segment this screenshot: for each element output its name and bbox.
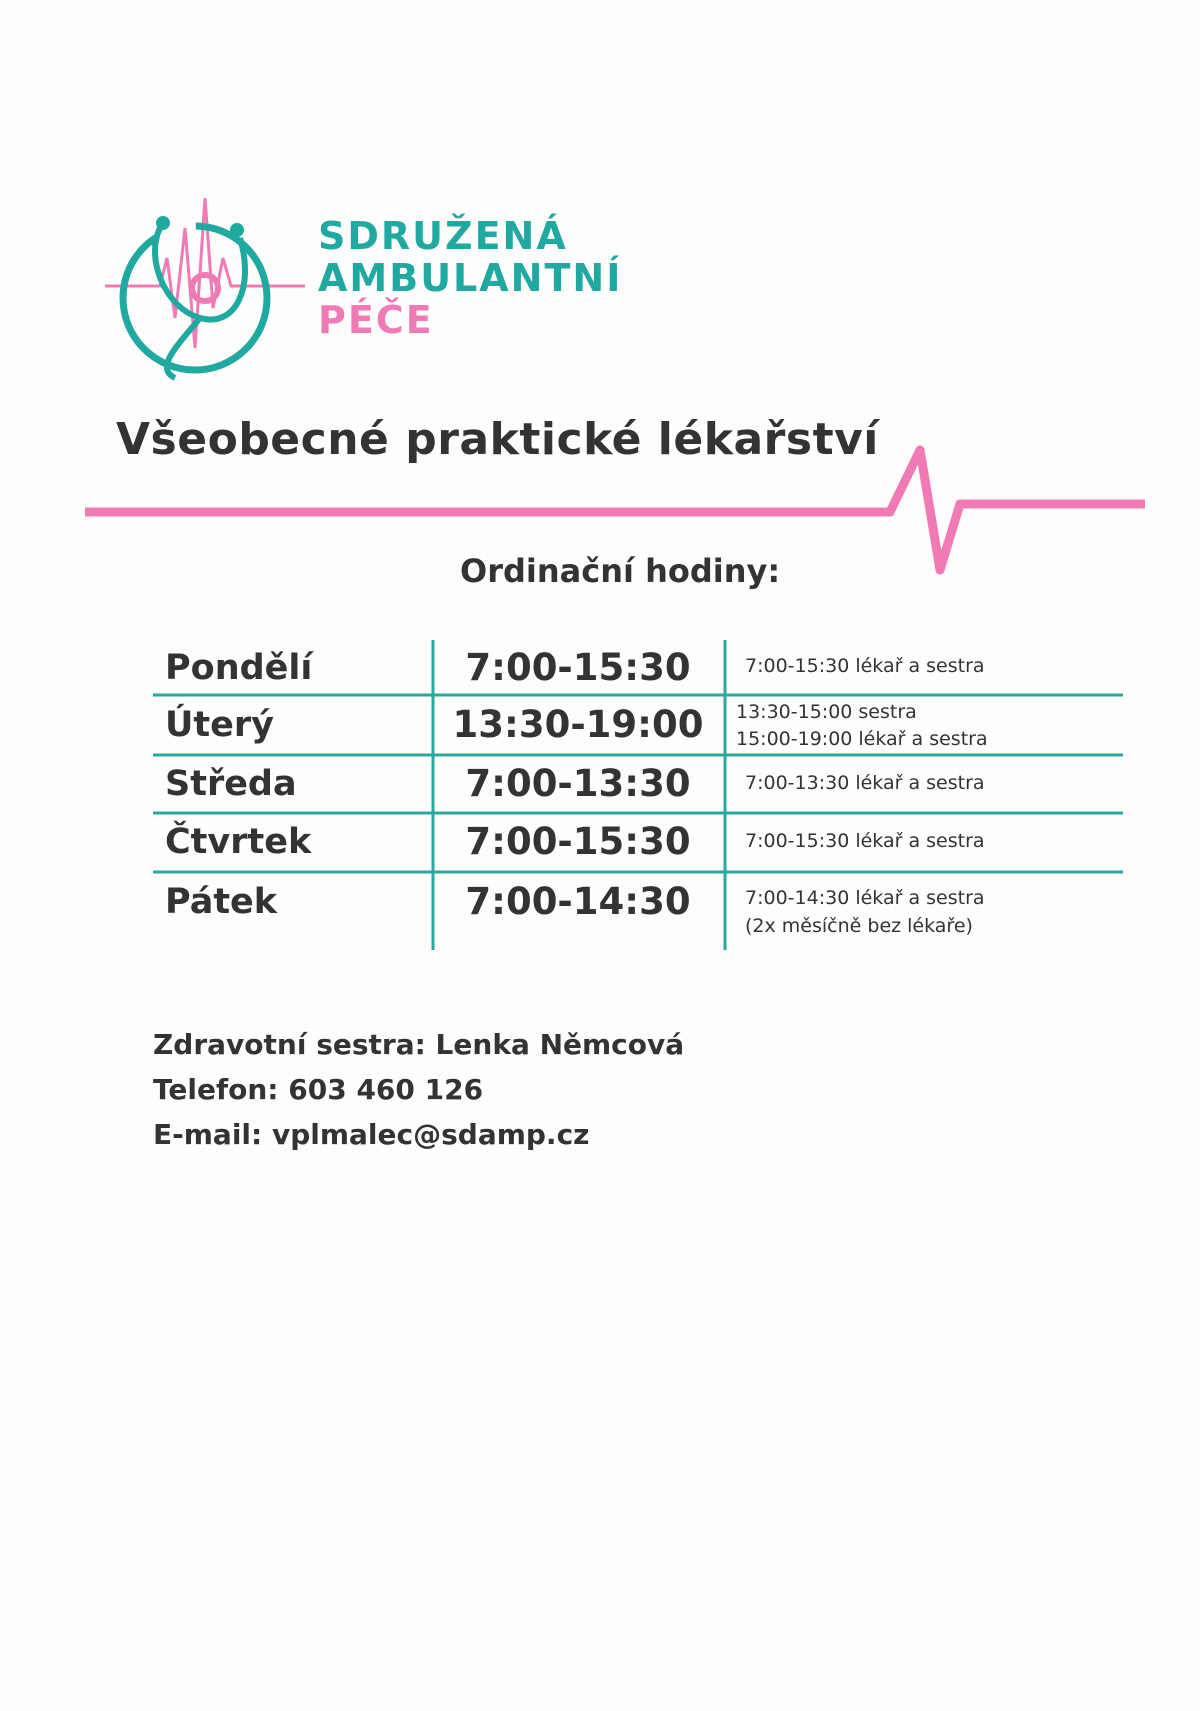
brand-line-1: SDRUŽENÁ (318, 214, 568, 258)
opening-hours-heading: Ordinační hodiny: (460, 552, 781, 590)
page-title: Všeobecné praktické lékařství (116, 414, 879, 465)
office-hours: 7:00-15:30 (465, 646, 691, 689)
office-hours: 7:00-14:30 (465, 880, 691, 923)
day-name: Pátek (165, 882, 278, 922)
office-hours: 7:00-13:30 (465, 762, 691, 805)
nurse-name: Zdravotní sestra: Lenka Němcová (153, 1028, 685, 1061)
brand-line-3: PÉČE (318, 298, 434, 342)
staff-note: 7:00-15:30 lékař a sestra (745, 655, 985, 677)
day-name: Úterý (165, 705, 274, 745)
brand-wordmark (318, 215, 622, 341)
phone-number: Telefon: 603 460 126 (153, 1073, 484, 1106)
staff-note: 7:00-15:30 lékař a sestra (745, 830, 985, 852)
office-hours: 13:30-19:00 (452, 703, 704, 746)
staff-note: 15:00-19:00 lékař a sestra (736, 728, 988, 750)
table-row (153, 813, 1123, 872)
table-row (153, 640, 1123, 695)
table-row (153, 755, 1123, 813)
email-address: E-mail: vplmalec@sdamp.cz (153, 1118, 590, 1151)
schedule-table (153, 640, 1123, 950)
stethoscope-heartbeat-logo-icon (105, 198, 305, 393)
day-name: Pondělí (165, 648, 313, 688)
contact-block (153, 1022, 684, 1157)
brand-line-2: AMBULANTNÍ (318, 256, 623, 300)
day-name: Středa (165, 764, 297, 804)
staff-note: 13:30-15:00 sestra (736, 701, 917, 723)
day-name: Čtvrtek (165, 822, 312, 862)
staff-note: 7:00-13:30 lékař a sestra (745, 772, 985, 794)
office-hours: 7:00-15:30 (465, 820, 691, 863)
table-row (153, 695, 1123, 755)
staff-note: (2x měsíčně bez lékaře) (745, 915, 973, 937)
table-row (153, 872, 1123, 950)
staff-note: 7:00-14:30 lékař a sestra (745, 887, 985, 909)
